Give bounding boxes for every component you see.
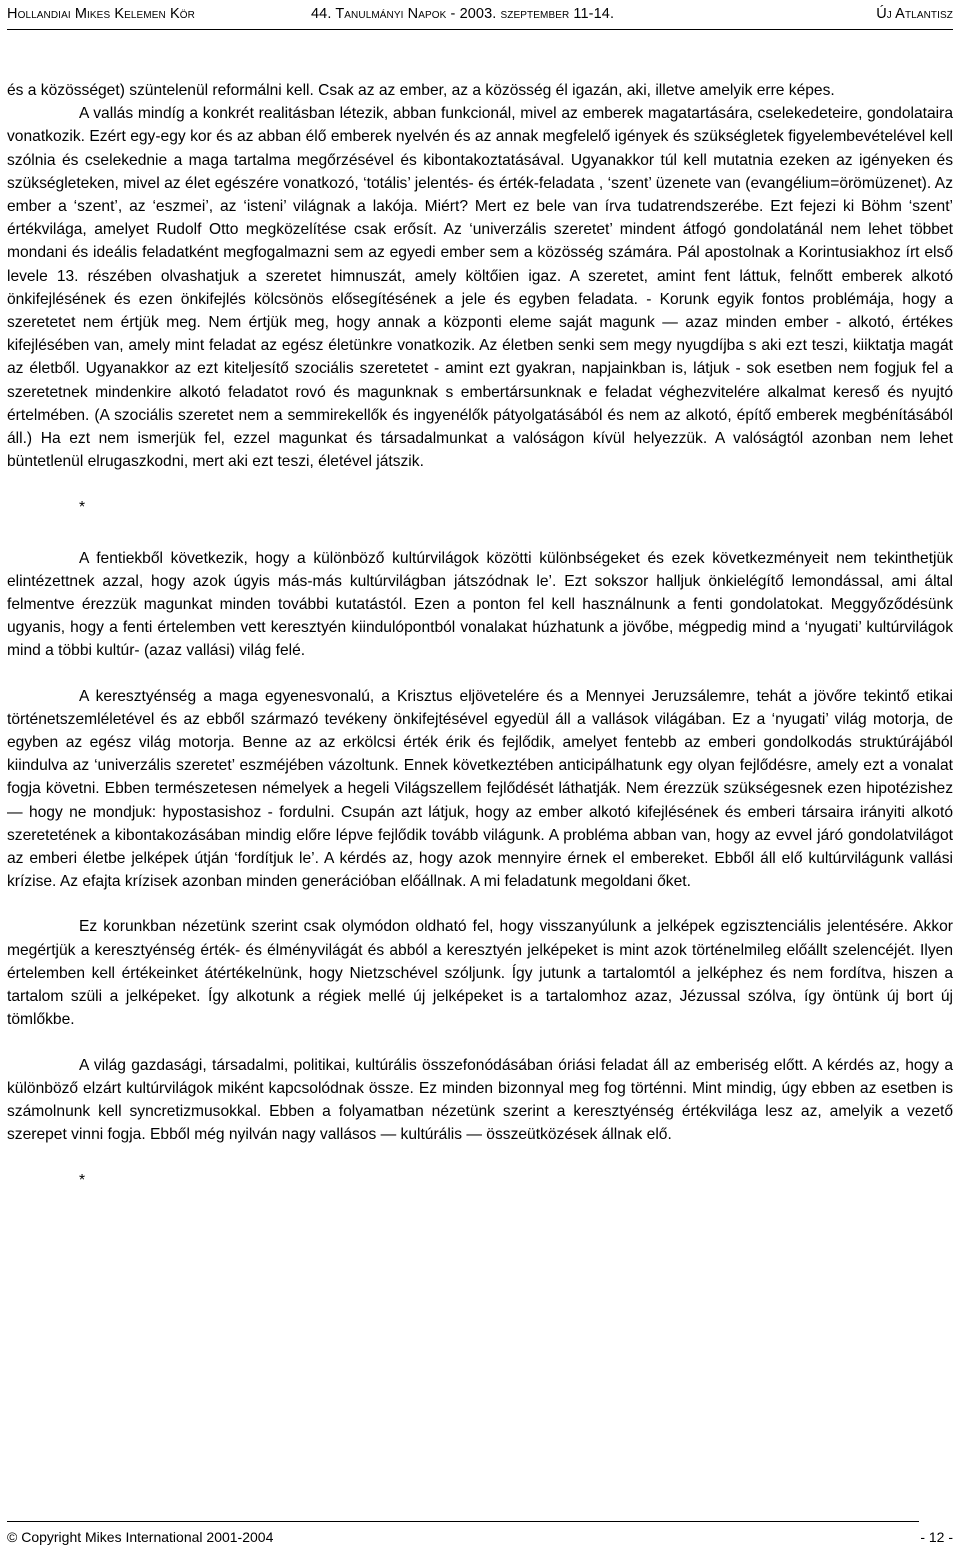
body-paragraph: Ez korunkban nézetünk szerint csak olymódon oldható fel, hogy visszanyúlunk a jelképek egzisztenciális jelentésére. Akkor megértjük a keresztyénség érték- és élményvilágát és abból a keresztyén jelképeket is mint azok történelmileg előállt szelencéjét. Ilyen értelemben kell értékeinket átértékelnünk, hogy Nietzschével szóljunk. Így jutunk a tartalomtól a jelképhez és nem fordítva, hiszen a tartalom szüli a jelképeket. Így alkotunk a régiek mellé új jelképeket is a tartalomhoz azaz, Jézussal szólva, így öntünk új bort új tömlőkbe. bbox=[7, 918, 953, 1029]
header-event: 44. Tanulmányi Napok - 2003. szeptember 11-14. bbox=[311, 6, 615, 22]
copyright-notice: © Copyright Mikes International 2001-2004 bbox=[7, 1529, 274, 1545]
body-paragraph: A világ gazdasági, társadalmi, politikai, kultúrális összefonódásában óriási feladat áll az emberiség előtt. A kérdés az, hogy a különböző elzárt kultúrvilágok miként kapcsolódnak össze. Ez minden bizonnyal meg fog történni. Mint mindig, úgy ebben az esetben is számolnunk kell syncretizmusokkal. Ebben a folyamatban nézetünk szerint a keresztyénség értékvilága lesz az, amelyik a vezető szerepet vinni fogja. Ebből még nyilván nagy vallásos — kultúrális — összeütközések állnak elő. bbox=[7, 1056, 953, 1144]
section-separator: * bbox=[79, 1172, 86, 1190]
header-publisher: Hollandiai Mikes Kelemen Kör bbox=[7, 6, 195, 22]
footer-divider bbox=[7, 1521, 919, 1522]
page-number: - 12 - bbox=[920, 1529, 953, 1545]
body-paragraph: A keresztyénség a maga egyenesvonalú, a Krisztus eljövetelére és a Mennyei Jeruzsálemre, tehát a jövőre tekintő etikai történetszemléletével és az ebből származó tevékeny önkifejtésével egyedül áll a vallások világában. Ez a ‘nyugati’ világ motorja, de egyben az egész világ motorja. Benne az az erkölcsi érték érik és fejlődik, amelyet fentebb az emberi gondolkodás struktúrájából kiindulva az ‘univerzális szeretet’ eszméjében vázoltunk. Ennek következtében anticipálhatunk egy olyan fejlődésre, amely ezt a vonalat fogja követni. Ebben természetesen némelyek a hegeli Világszellem fejlődését láthatják. Nem érezzük szükségesnek ezen hipotézishez — hogy ne mondjuk: hypostasishoz - fordulni. Csupán azt látjuk, hogy az ember alkotó kifejlésének és emberi társaira irányiti alkotó szeretetének a kibontakozásában mindig előre lépve fejlődik tovább világunk. A probléma abban van, hogy az evvel járó gondolatvilágot az emberi életbe jelképek útján ‘fordítjuk le’. A kérdés az, hogy azok mennyire érnek el embereket. Ebből áll elő kultúrvilágunk vallási krízise. Az efajta krízisek azonban minden generációban előállnak. A mi feladatunk megoldani őket. bbox=[7, 687, 953, 891]
header-divider bbox=[7, 29, 953, 30]
section-separator: * bbox=[79, 499, 86, 517]
body-paragraph: A fentiekből következik, hogy a különböző kultúrvilágok közötti különbségeket és ezek következményeit nem tekinthetjük elintézettnek azzal, hogy azok úgyis más-más kultúrvilágban játszódnak le’. Ezt sokszor halljuk önkielégítő lemondással, ami által felmentve érezzük magunkat minden további kutatástól. Ezen a ponton fel kell használnunk a fenti gondolatokat. Meggyőződésünk ugyanis, hogy a fenti értelemben vett keresztyén kiindulópontból vonalakat húzhatunk a jövőbe, mégpedig mind a ‘nyugati’ kultúrvilágok mind a többi kultúr- (azaz vallási) világ felé. bbox=[7, 549, 953, 660]
body-paragraph: A vallás mindíg a konkrét realitásban létezik, abban funkcionál, mivel az emberek magatartására, cselekedeteire, gondolataira vonatkozik. Ezért egy-egy kor és az abban élő emberek nyelvén és az annak megfelelő igények és szükségletek figyelembevételével kell szólnia és cselekednie a maga tartalma megőrzésével és kibontakoztatásával. Ugyanakkor túl kell mutatnia ezeken az igényeken és szükségleteken, mivel az élet egészére vonatkozó, ‘totális’ jelentés- és érték-feladata , ‘szent’ üzenete van (evangélium=örömüzenet). Az ember a ‘szent’, az ‘eszmei’, az ‘isteni’ világnak a lakója. Miért? Mert ez bele van írva tudatrendszerébe. Ezt fejezi ki Böhm ‘szent’ értékvilága, amelyet Rudolf Otto megközelítése csak erősít. Az ‘univerzális szeretet’ mindent átfogó gondolatánál nem lehet többet mondani és ideális feladatként megfogalmazni sem az egyedi ember sem a közösség számára. Pál apostolnak a Korintusiakhoz írt első levele 13. részében olvashatjuk a szeretet himnuszát, amely költőien igaz. A szeretet, amint fent láttuk, felnőtt emberek alkotó önkifejlésének és ezen önkifejlés kölcsönös elősegítésének a jele és egyben feladata. - Korunk egyik fontos problémája, hogy a szeretetet nem értjük meg. Nem értjük meg, hogy annak a központi eleme saját magunk — azaz minden ember - alkotó, értékes kifejlésében van, amely mint feladat az egész életünkre vonatkozik. Az életben senki sem megy nyugdíjba s aki ezt teszi, kiiktatja magát az életből. Ugyanakkor az ezt kiteljesítő szociális szeretetet - amint ezt gyakran, napjainkban is, látjuk - sok esetben nem fogjuk fel a szeretetnek mindenkire alkotó feladatot rovó és magunknak s embertársunknak e feladat véghezvitelére alkalmat kereső és nyujtó értelmében. (A szociális szeretet nem a semmirekellők és ingyenélők pátyolgatásából és nem az alkotó, építő emberek megbénításából áll.) Ha ezt nem ismerjük fel, ezzel magunkat és társadalmunkat a valóságon kívül helyezzük. A valóságtól azonban nem lehet büntetlenül elrugaszkodni, mert aki ezt teszi, életével játszik. bbox=[7, 105, 953, 471]
page-body bbox=[7, 79, 953, 1193]
running-header bbox=[7, 6, 953, 26]
body-paragraph: és a közösséget) szüntelenül reformálni kell. Csak az az ember, az a közösség él igazán, aki, illetve amelyik erre képes. bbox=[7, 82, 835, 99]
header-journal: Új Atlantisz bbox=[876, 6, 953, 22]
